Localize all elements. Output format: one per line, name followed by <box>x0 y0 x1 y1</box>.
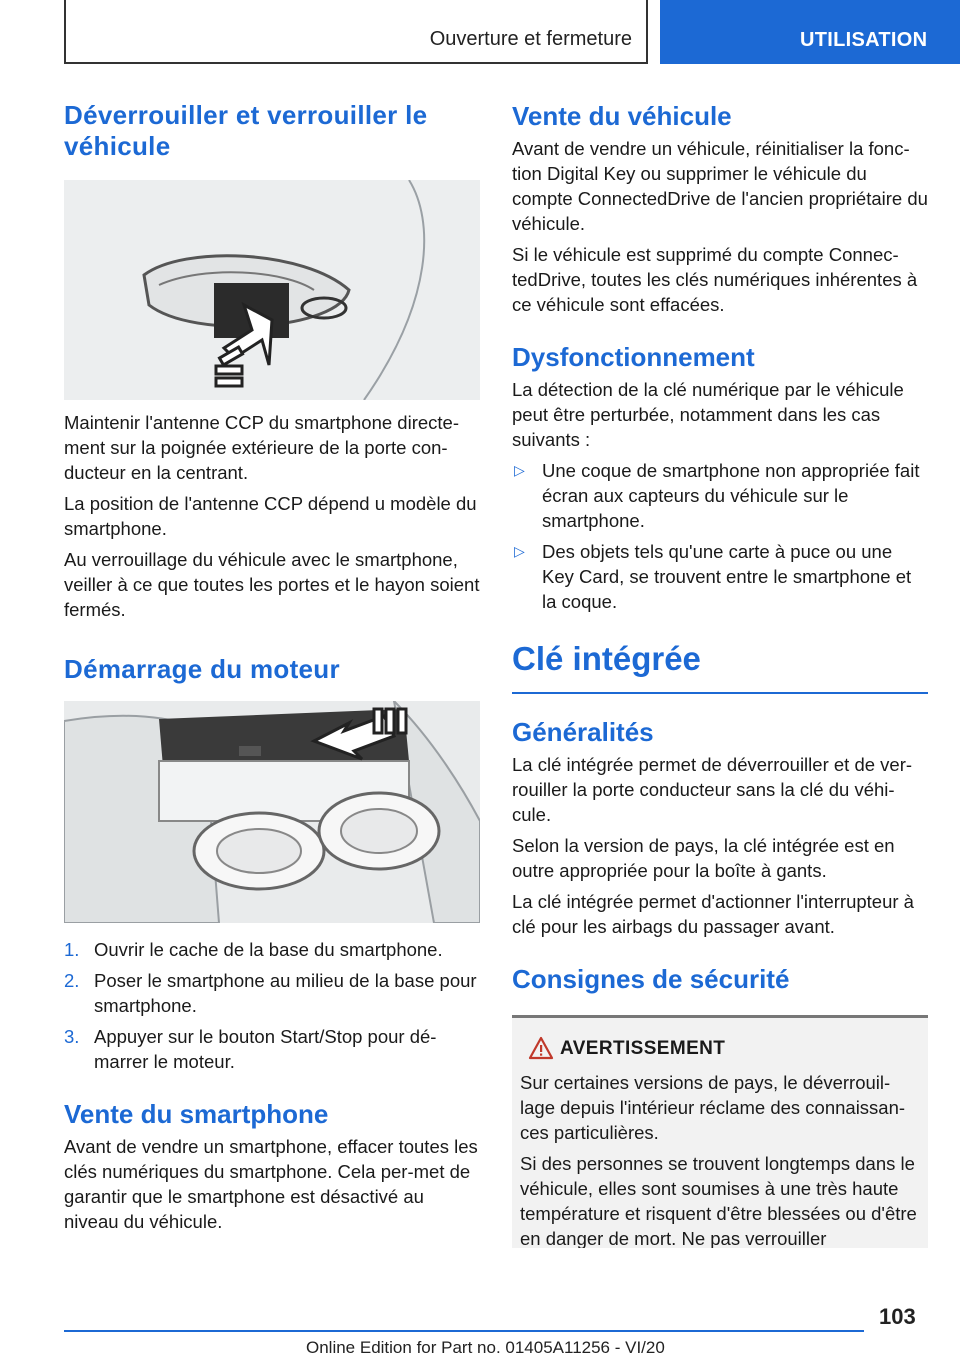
bullet-text: Une coque de smartphone non appropriée fait écran aux capteurs du véhicule sur le smartphone. <box>542 460 920 531</box>
heading-unlock-lock: Déverrouiller et verrouiller le véhicule <box>64 100 428 161</box>
warning-triangle-icon <box>528 1036 554 1065</box>
list-item <box>64 1024 480 1074</box>
header-section-title: Ouverture et fermeture <box>429 28 632 50</box>
step-text: Ouvrir le cache de la base du smartphone. <box>94 939 443 960</box>
warning-title: AVERTISSEMENT <box>560 1038 726 1059</box>
step-text: Poser le smartphone au milieu de la base pour smartphone. <box>94 970 477 1016</box>
warning-box <box>512 1015 928 1248</box>
paragraph-sell-vehicle-2: Si le véhicule est supprimé du compte Connec-tedDrive, toutes les clés numériques inhérentes à ce véhicule sont effacées. <box>512 244 918 315</box>
heading-sell-smartphone: Vente du smartphone <box>64 1099 329 1129</box>
list-item <box>512 458 928 533</box>
heading-malfunction: Dysfonctionnement <box>512 342 755 372</box>
list-item <box>64 968 480 1018</box>
malfunction-list <box>512 458 928 614</box>
paragraph-antenna-position: La position de l'antenne CCP dépend u modèle du smartphone. <box>64 493 477 539</box>
door-handle-illustration <box>64 180 480 400</box>
header-chapter-title: UTILISATION <box>800 29 928 51</box>
paragraph-malfunction: La détection de la clé numérique par le véhicule peut être perturbée, notamment dans les cas suivants : <box>512 379 904 450</box>
step-number: 3. <box>64 1026 80 1047</box>
warning-paragraph-2: Si des personnes se trouvent longtemps dans le véhicule, elles sont soumises à une très haute température et risquent d'être blessées ou d'être en danger de mort. Ne pas verrouiller <box>520 1153 917 1248</box>
triangle-bullet-icon: ▷ <box>514 462 525 478</box>
footer-edition: Online Edition for Part no. 01405A11256 - VI/20 <box>306 1338 665 1357</box>
paragraph-sell-smartphone: Avant de vendre un smartphone, effacer toutes les clés numériques du smartphone. Cela per-met de garantir que le smartphone est désactivé au niveau du véhicule. <box>64 1136 478 1232</box>
footer-divider <box>64 1330 864 1332</box>
paragraph-sell-vehicle-1: Avant de vendre un véhicule, réinitialiser la fonc-tion Digital Key ou supprimer le véhicule du compte ConnectedDrive de l'ancien propriétaire du véhicule. <box>512 138 928 234</box>
paragraph-antenna: Maintenir l'antenne CCP du smartphone directe-ment sur la poignée extérieure de la porte con-ducteur en la centrant. <box>64 412 459 483</box>
list-item <box>64 937 480 962</box>
heading-sell-vehicle: Vente du véhicule <box>512 101 732 131</box>
paragraph-general-3: La clé intégrée permet d'actionner l'interrupteur à clé pour les airbags du passager avant. <box>512 891 914 937</box>
smartphone-tray-illustration <box>64 701 480 923</box>
paragraph-general-1: La clé intégrée permet de déverrouiller et de ver-rouiller la porte conducteur sans la clé du véhi-cule. <box>512 754 913 825</box>
heading-integrated-key: Clé intégrée <box>512 638 928 694</box>
warning-paragraph-1: Sur certaines versions de pays, le déverrouil-lage depuis l'intérieur réclame des connaissan-ces particulières. <box>520 1072 906 1143</box>
header-chapter-tab <box>660 0 960 64</box>
header-section-box <box>64 0 648 64</box>
step-number: 2. <box>64 970 80 991</box>
paragraph-general-2: Selon la version de pays, la clé intégrée est en outre appropriée pour la boîte à gants. <box>512 835 895 881</box>
heading-general: Généralités <box>512 717 654 747</box>
step-number: 1. <box>64 939 80 960</box>
page-number: 103 <box>879 1304 916 1329</box>
left-column <box>64 100 480 1240</box>
paragraph-locking: Au verrouillage du véhicule avec le smartphone, veiller à ce que toutes les portes et le hayon soient fermés. <box>64 549 480 620</box>
bullet-text: Des objets tels qu'une carte à puce ou une Key Card, se trouvent entre le smartphone et la coque. <box>542 541 912 612</box>
heading-engine-start: Démarrage du moteur <box>64 654 340 684</box>
heading-safety: Consignes de sécurité <box>512 964 790 994</box>
list-item <box>512 539 928 614</box>
triangle-bullet-icon: ▷ <box>514 543 525 559</box>
right-column <box>512 100 928 1248</box>
step-text: Appuyer sur le bouton Start/Stop pour dé-marrer le moteur. <box>94 1026 437 1072</box>
engine-start-steps <box>64 937 480 1074</box>
